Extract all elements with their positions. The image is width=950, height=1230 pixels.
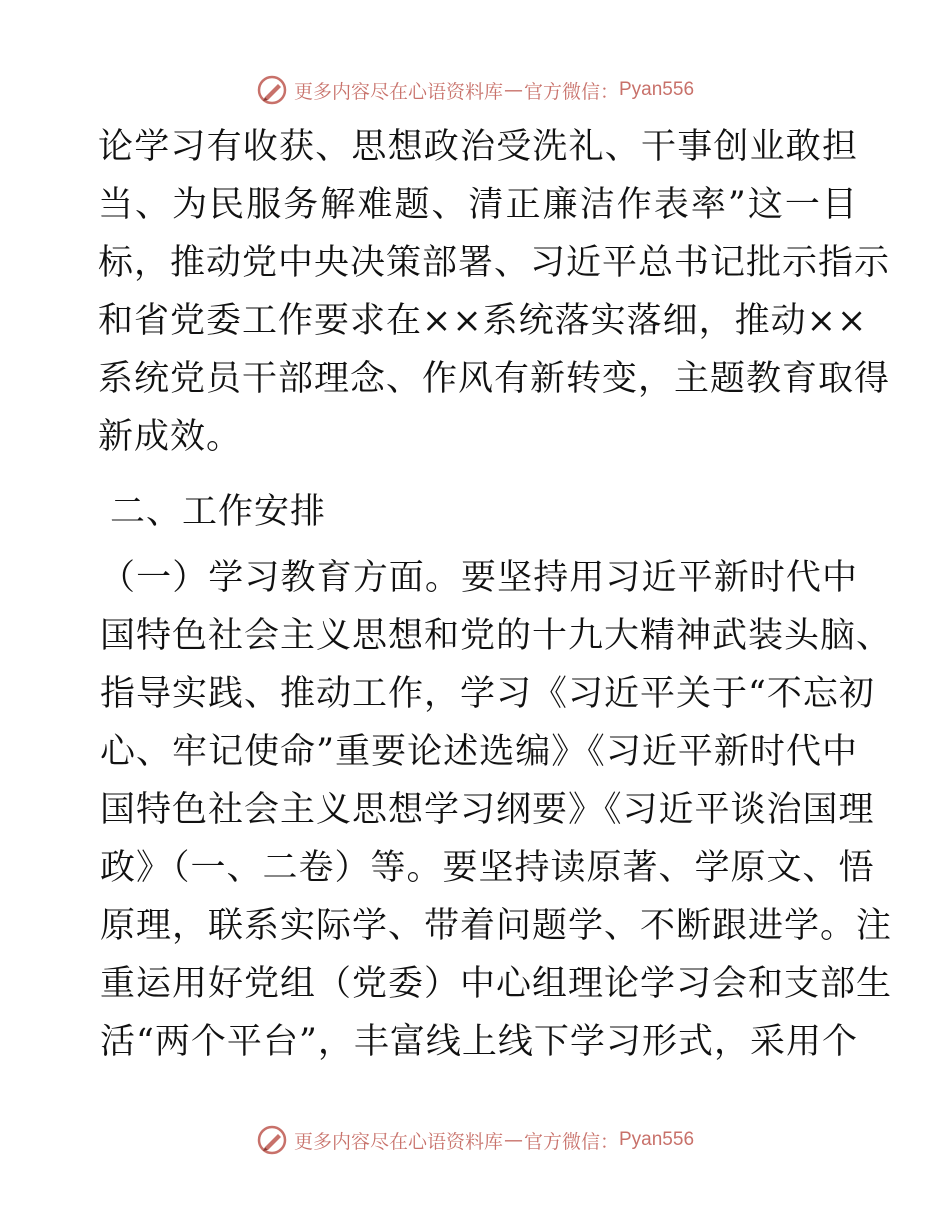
watermark-contact-id: Pyan556 [619, 79, 695, 100]
watermark-separator: — [503, 1129, 523, 1151]
text-line: 当、为民服务解难题、清正廉洁作表率”这一目 [98, 185, 858, 225]
text-line: 国特色社会主义思想和党的十九大精神武装头脑、 [100, 616, 893, 656]
header-watermark [0, 70, 950, 110]
text-line: 原理，联系实际学、带着问题学、不断跟进学。注 [100, 906, 893, 946]
watermark-contact-label: 官方微信： [523, 80, 619, 103]
text-line: 政》（一、二卷）等。要坚持读原著、学原文、悟 [100, 848, 875, 888]
watermark-contact-label: 官方微信： [523, 1130, 619, 1153]
pen-logo-icon [256, 1124, 288, 1156]
watermark-text: 更多内容尽在心语资料库 [293, 80, 503, 103]
text-line: 指导实践、推动工作，学习《习近平关于“不忘初 [100, 674, 875, 714]
watermark-separator: — [503, 79, 523, 101]
footer-watermark [0, 1120, 950, 1160]
watermark-contact-id: Pyan556 [619, 1129, 695, 1150]
text-line: 和省党委工作要求在××系统落实落细，推动×× [98, 301, 868, 341]
text-line: 活“两个平台”，丰富线上线下学习形式，采用个 [100, 1022, 858, 1062]
section-heading: 二、工作安排 [110, 492, 327, 532]
watermark-text: 更多内容尽在心语资料库 [293, 1130, 503, 1153]
document-body [98, 118, 893, 1071]
paragraph-goal [98, 118, 891, 466]
text-line: （一）学习教育方面。要坚持用习近平新时代中 [100, 558, 858, 598]
pen-logo-icon [256, 74, 288, 106]
text-line: 重运用好党组（党委）中心组理论学习会和支部生 [100, 964, 893, 1004]
paragraph-study-education [98, 549, 893, 1071]
text-line: 国特色社会主义思想学习纲要》《习近平谈治国理 [100, 790, 875, 830]
text-line: 新成效。 [98, 417, 243, 457]
text-line: 心、牢记使命”重要论述选编》《习近平新时代中 [100, 732, 858, 772]
text-line: 标，推动党中央决策部署、习近平总书记批示指示 [98, 243, 891, 283]
text-line: 系统党员干部理念、作风有新转变，主题教育取得 [98, 359, 891, 399]
text-line: 论学习有收获、思想政治受洗礼、干事创业敢担 [98, 127, 858, 167]
